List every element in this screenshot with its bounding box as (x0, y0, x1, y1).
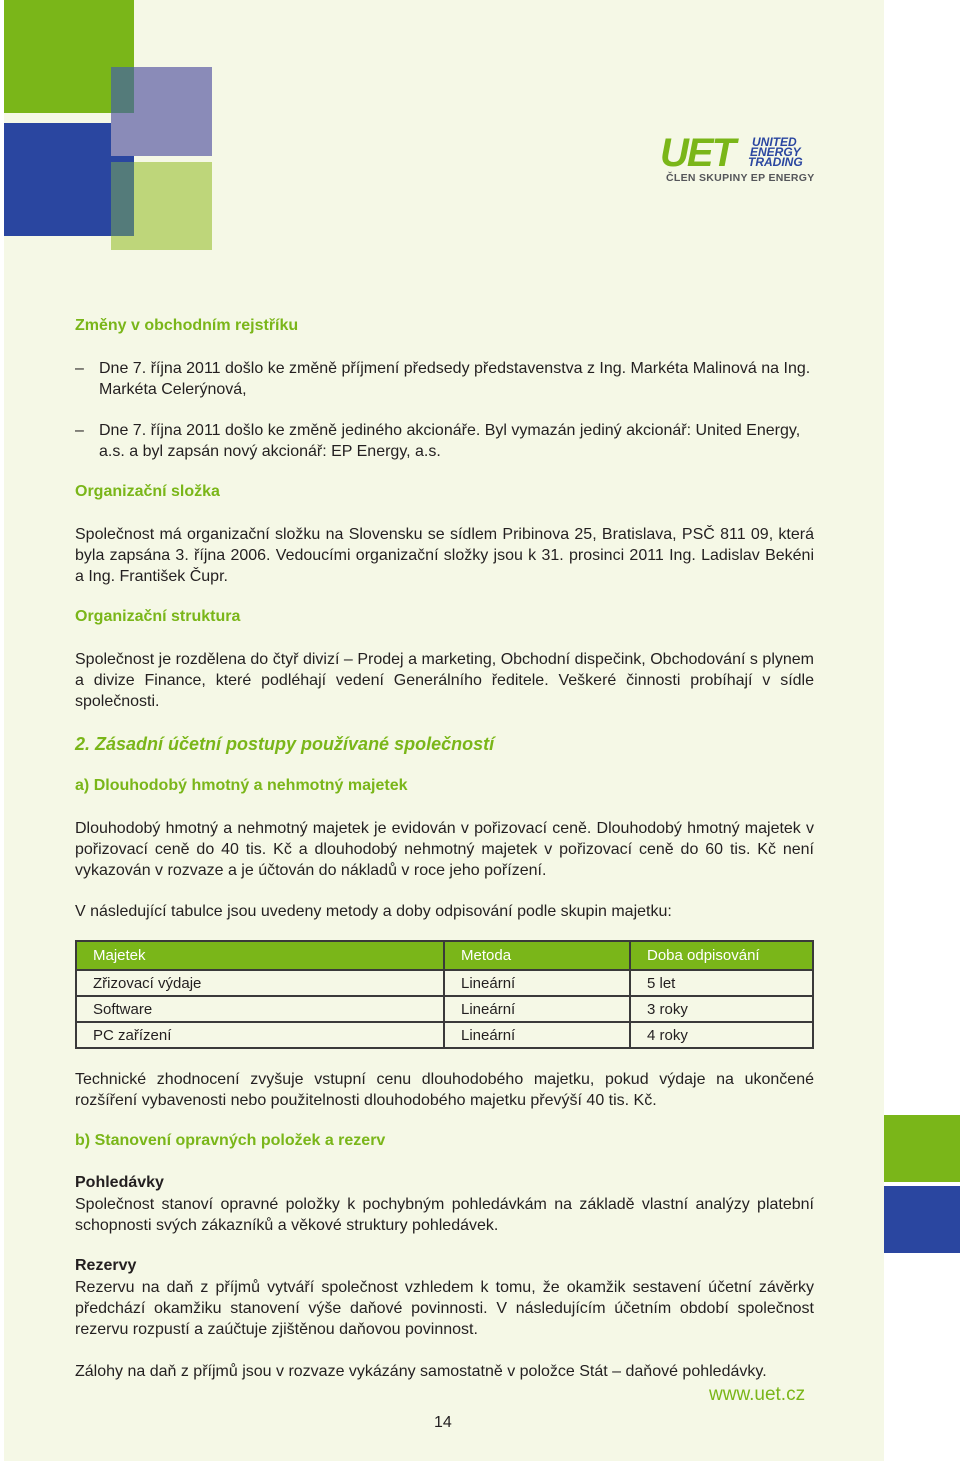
heading-fixed-assets (75, 777, 408, 795)
logo-subtitle: ČLEN SKUPINY EP ENERGY (666, 172, 815, 184)
table-cell: Software (76, 996, 444, 1022)
paragraph-receivables: Společnost stanoví opravné položky k pochybným pohledávkám na základě vlastní analýzy platební schopnosti svých zákazníků a věkové struktury pohledávek. (75, 1196, 814, 1234)
logo-mark: UET (660, 134, 734, 175)
table-cell: 4 roky (630, 1022, 813, 1048)
list-item-text: Dne 7. října 2011 došlo ke změně jediného akcionáře. Byl vymazán jediný akcionář: United Energy, a.s. a byl zapsán nový akcionář: EP Energy, a.s. (99, 422, 801, 460)
column-header: Doba odpisování (630, 941, 813, 970)
logo-line-1: UNITED (752, 135, 797, 149)
heading-registry: Změny v obchodním rejstříku (75, 317, 299, 334)
table-row (76, 1022, 813, 1048)
logo-line-3: TRADING (748, 155, 803, 169)
column-header: Metoda (444, 941, 630, 970)
table-row (76, 996, 813, 1022)
website-link[interactable]: www.uet.cz (709, 1384, 806, 1405)
bullet-dash: – (75, 360, 84, 377)
side-tab-blue (884, 1186, 960, 1253)
subheading-receivables: Pohledávky (75, 1174, 164, 1191)
side-tab-green (884, 1115, 960, 1182)
table-cell: 5 let (630, 970, 813, 996)
table-cell: Lineární (444, 996, 630, 1022)
heading-branch: Organizační složka (75, 483, 220, 500)
table-header-row (76, 941, 813, 970)
paragraph-table-intro: V následující tabulce jsou uvedeny metody a doby odpisování podle skupin majetku: (75, 903, 672, 920)
list-item-text: Dne 7. října 2011 došlo ke změně příjmení předsedy představenstva z Ing. Markéta Malinová na Ing. Markéta Celerýnová, (99, 360, 811, 398)
column-header: Majetek (76, 941, 444, 970)
bullet-dash: – (75, 422, 84, 439)
heading-text: Dlouhodobý hmotný a nehmotný majetek (93, 777, 408, 794)
heading-text: Stanovení opravných položek a rezerv (94, 1132, 386, 1149)
heading-letter: a) (75, 777, 90, 794)
table-cell: Lineární (444, 1022, 630, 1048)
paragraph-tax-advances: Zálohy na daň z příjmů jsou v rozvaze vykázány samostatně v položce Stát – daňové pohledávky. (75, 1363, 767, 1380)
page-number: 14 (434, 1414, 452, 1431)
table-row (76, 970, 813, 996)
paragraph-structure: Společnost je rozdělena do čtyř divizí – Prodej a marketing, Obchodní dispečink, Obchodování s plynem a divize Finance, které podléhají vedení Generálního ředitele. Veškeré činnosti probíhají v sídle společnosti. (75, 651, 814, 710)
depreciation-table (75, 940, 814, 1049)
logo-line-2: ENERGY (750, 145, 801, 159)
table-cell: 3 roky (630, 996, 813, 1022)
heading-provisions (75, 1132, 385, 1150)
heading-structure: Organizační struktura (75, 608, 241, 625)
section-title-text: Zásadní účetní postupy používané společností (95, 734, 495, 754)
paragraph-reserves: Rezervu na daň z příjmů vytváří společnost vzhledem k tomu, že okamžik sestavení účetní závěrky předchází okamžiku stanovení výše daňové povinnosti. V následujícím účetním období společnost rezervu rozpustí a zaúčtuje zjištěnou daňovou povinnost. (75, 1279, 814, 1338)
table-cell: PC zařízení (76, 1022, 444, 1048)
decor-square-teal-top (111, 67, 134, 113)
section-title-policies (75, 734, 494, 755)
table-cell: Lineární (444, 970, 630, 996)
heading-letter: b) (75, 1132, 91, 1149)
paragraph-branch: Společnost má organizační složku na Slovensku se sídlem Pribinova 25, Bratislava, PSČ 811 09, která byla zapsána 3. října 2006. Vedoucími organizační složky jsou k 31. prosinci 2011 Ing. Ladislav Bekéni a Ing. František Čupr. (75, 526, 814, 585)
subheading-reserves: Rezervy (75, 1257, 137, 1274)
table-cell: Zřizovací výdaje (76, 970, 444, 996)
paragraph-fixed-assets: Dlouhodobý hmotný a nehmotný majetek je evidován v pořizovací ceně. Dlouhodobý hmotný majetek v pořizovací ceně do 40 tis. Kč a dlouhodobý nehmotný majetek v pořizovací ceně do 60 tis. Kč není vykazován v rozvaze a je účtován do nákladů v roce jeho pořízení. (75, 820, 814, 879)
section-number: 2. (75, 734, 91, 754)
decor-square-teal-bottom (111, 162, 134, 236)
paragraph-technical-improvement: Technické zhodnocení zvyšuje vstupní cenu dlouhodobého majetku, pokud výdaje na ukončené rozšíření vybavenosti nebo použitelnosti dlouhodobého majetku převýší 40 tis. Kč. (75, 1071, 814, 1109)
